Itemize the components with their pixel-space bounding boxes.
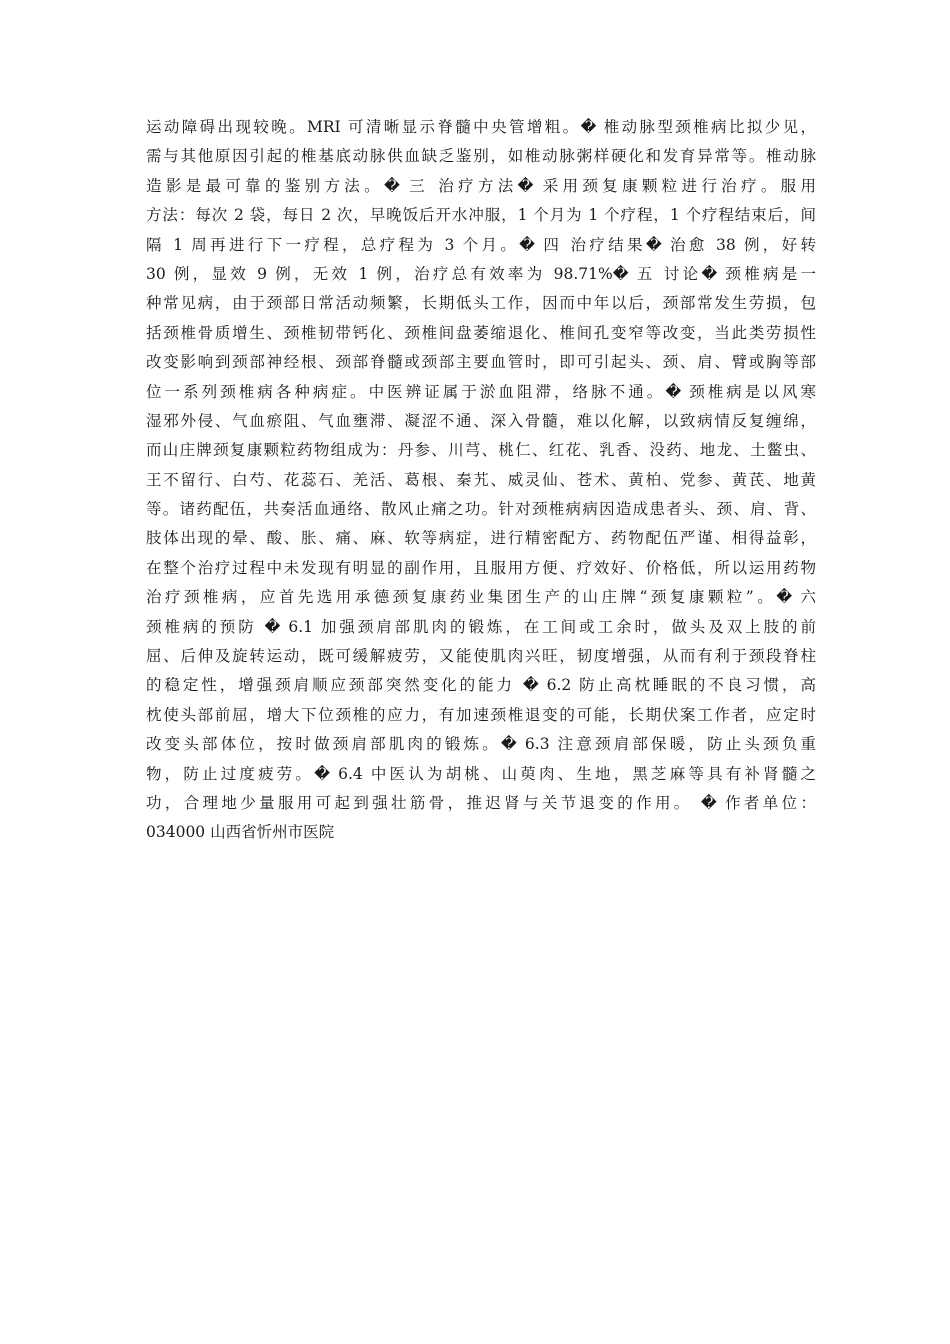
text-line: 括颈椎骨质增生、颈椎韧带钙化、颈椎间盘萎缩退化、椎间孔变窄等改变，当此类劳损性: [146, 323, 816, 342]
text-line: 而山庄牌颈复康颗粒药物组成为：丹参、川芎、桃仁、红花、乳香、没药、地龙、土鳖虫、: [146, 441, 816, 460]
text-line: 方法：每次 2 袋，每日 2 次，早晚饭后开水冲服，1 个月为 1 个疗程，1 个疗程结束后，间: [146, 206, 816, 225]
text-line: 位一系列颈椎病各种病症。中医辨证属于淤血阻滞，络脉不通。� 颈椎病是以风寒: [146, 382, 816, 401]
text-line: 枕使头部前屈，增大下位颈椎的应力，有加速颈椎退变的可能，长期伏案工作者，应定时: [146, 705, 816, 724]
text-line: 运动障碍出现较晚。MRI 可清晰显示脊髓中央管增粗。� 椎动脉型颈椎病比拟少见，: [146, 118, 816, 136]
text-line: 造影是最可靠的鉴别方法。� 三 治疗方法� 采用颈复康颗粒进行治疗。服用: [146, 176, 816, 195]
text-line: 屈、后伸及旋转运动，既可缓解疲劳，又能使肌肉兴旺，韧度增强，从而有利于颈段脊柱: [146, 647, 816, 666]
text-line: 30 例，显效 9 例，无效 1 例，治疗总有效率为 98.71%� 五 讨论� 颈椎病是一: [146, 264, 816, 283]
text-line: 颈椎病的预防 � 6.1 加强颈肩部肌肉的锻炼，在工间或工余时，做头及双上肢的前: [146, 617, 816, 636]
text-line: 等。诸药配伍，共奏活血通络、散风止痛之功。针对颈椎病病因造成患者头、颈、肩、背、: [146, 500, 816, 519]
text-line: 物，防止过度疲劳。� 6.4 中医认为胡桃、山萸肉、生地，黑芝麻等具有补肾髓之: [146, 764, 816, 783]
text-line: 肢体出现的晕、酸、胀、痛、麻、软等病症，进行精密配方、药物配伍严谨、相得益彰，: [146, 529, 816, 548]
text-line-last: 034000 山西省忻州市医院: [146, 823, 335, 842]
text-line: 隔 1 周再进行下一疗程，总疗程为 3 个月。� 四 治疗结果� 治愈 38 例，好转: [146, 235, 816, 254]
text-line: 在整个治疗过程中未发现有明显的副作用，且服用方便、疗效好、价格低，所以运用药物: [146, 558, 816, 577]
text-line: 改变头部体位，按时做颈肩部肌肉的锻炼。� 6.3 注意颈肩部保暖，防止头颈负重: [146, 735, 816, 754]
text-line: 治疗颈椎病，应首先选用承德颈复康药业集团生产的山庄牌“颈复康颗粒”。� 六: [146, 588, 816, 607]
text-line: 的稳定性，增强颈肩顺应颈部突然变化的能力 � 6.2 防止高枕睡眠的不良习惯，高: [146, 676, 816, 695]
text-line: 改变影响到颈部神经根、颈部脊髓或颈部主要血管时，即可引起头、颈、肩、臂或胸等部: [146, 353, 816, 372]
text-line: 湿邪外侵、气血瘀阻、气血壅滞、凝涩不通、深入骨髓，难以化解，以致病情反复缠绵，: [146, 411, 816, 430]
text-line: 需与其他原因引起的椎基底动脉供血缺乏鉴别，如椎动脉粥样硬化和发育异常等。椎动脉: [146, 147, 816, 166]
text-line: 王不留行、白芍、花蕊石、羌活、葛根、秦艽、威灵仙、苍术、黄柏、党参、黄芪、地黄: [146, 470, 816, 489]
text-line: 种常见病，由于颈部日常活动频繁，长期低头工作，因而中年以后，颈部常发生劳损，包: [146, 294, 816, 313]
text-line: 功，合理地少量服用可起到强壮筋骨，推迟肾与关节退变的作用。 � 作者单位：: [146, 793, 816, 812]
body-text: [146, 113, 816, 848]
